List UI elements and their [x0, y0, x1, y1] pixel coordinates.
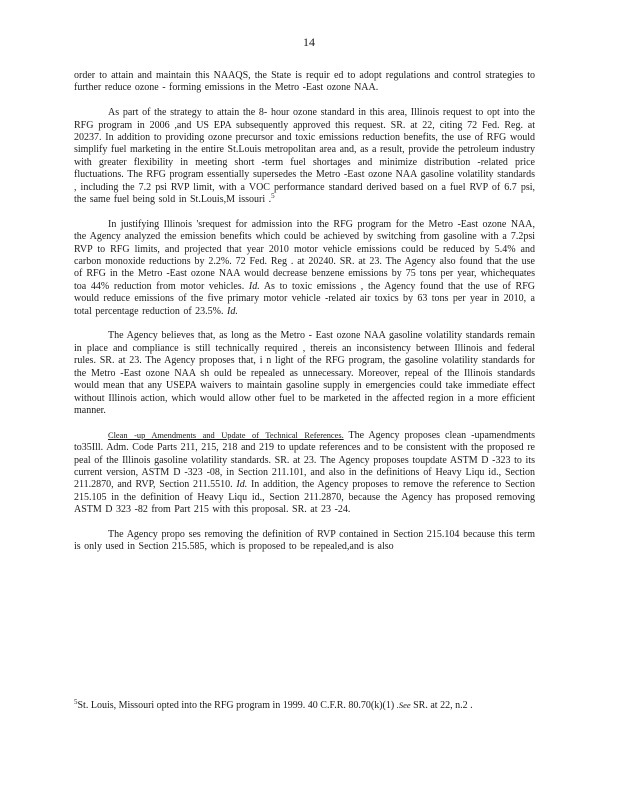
paragraph-text: order to attain and maintain this NAAQS, the State is requir ed to adopt regulations and control strategies to further reduce ozone - forming emissions in the Metro -East ozone NAA.	[74, 70, 535, 94]
paragraph-text: The Agency proposes clean -upamendments to35Ill. Adm. Code Parts 211, 215, 218 and 219 to update references and to be consistent with the proposed re peal of the Illinois gasoline volatility standards. SR. at 23. The Agency proposes toupdate ASTM D -323 to its current version, ASTM D -323 -08, in Section 211.101, and also in the definitions of Heavy Liqu id., Section 211.2870, and RVP, Section 211.5510.	[74, 429, 535, 491]
citation-id: Id.	[236, 479, 248, 491]
footnote-reference: 5	[271, 192, 275, 201]
paragraph-agency-believes	[74, 330, 535, 417]
paragraph-continuation	[74, 70, 535, 95]
page-number: 14	[303, 35, 315, 49]
body-text	[74, 70, 535, 566]
footnote-marker: 5	[74, 698, 78, 706]
paragraph-rvp-definition	[74, 529, 535, 554]
footnote-see-signal: .See	[396, 700, 411, 710]
paragraph-text: As part of the strategy to attain the 8- hour ozone standard in this area, Illinois request to opt into the RFG program in 2006 ,and US EPA subsequently approved this request. SR. at 22, citing 72 Fed. Reg. at 20237. In addition to providing ozone precursor and toxic emissions reduction benefits, the use of RFG would simplify fuel marketing in the entire St.Louis metropolitan area and, as a result, provide the petroleum industry with greater flexibility in meeting short -term fuel shortages and minimize distribution -related price fluctuations. The RFG program essentially supersedes the Metro -East ozone NAA gasoline volatility standards , including the 7.2 psi RVP limit, with a VOC performance standard derived based on a fuel RVP of 6.7 psi, the same fuel being sold in St.Louis,M issouri .	[74, 107, 535, 206]
paragraph-cleanup-amendments	[74, 430, 535, 517]
paragraph-rfg-strategy	[74, 107, 535, 206]
citation-id: Id.	[227, 305, 238, 317]
paragraph-text: In addition, the Agency proposes to remove the reference to Section 215.105 in the definition of Heavy Liqu id., Section 211.2870, because the Agency has proposed removing ASTM D 323 -82 from Part 215 with this proposal. SR. at 23 -24.	[74, 479, 536, 516]
paragraph-text: The Agency propo ses removing the definition of RVP contained in Section 215.104 because this term is only used in Section 215.585, which is proposed to be repealed,and is also	[74, 528, 535, 553]
footnote	[74, 699, 535, 712]
paragraph-text: As to toxic emissions , the Agency found that the use of RFG would reduce emissions of the five primary motor vehicle -related air toxics by 63 tons per year in 2010, a total percentage reduction of 23.5%.	[74, 280, 535, 317]
paragraph-text: In justifying Illinois 'srequest for admission into the RFG program for the Metro -East ozone NAA, the Agency analyzed the emission benefits which could be achieved by switching from gasoline with a 7.2psi RVP to RFG limits, and projected that year 2010 motor vehicle emissions could be reduced by 5.4% and carbon monoxide reductions by 2.2%. 72 Fed. Reg . at 20240. SR. at 23. The Agency also found that the use of RFG in the Metro -East ozone NAA would decrease benzene emissions by 75 tons per year, whichequates toa 44% reduction from motor vehicles.	[74, 218, 535, 292]
paragraph-justification	[74, 219, 535, 318]
citation-id: Id.	[248, 280, 260, 292]
footnote-text-after-see: SR. at 22, n.2 .	[413, 700, 473, 711]
paragraph-text: The Agency believes that, as long as the Metro - East ozone NAA gasoline volatility standards remain in place and compliance is still technically required , thereis an inconsistency between Illinois and federal rules. SR. at 23. The Agency proposes that, i n light of the RFG program, the gasoline volatility standards for the Metro -East ozone NAA sh ould be repealed as unnecessary. Moreover, repeal of the Illinois standards would mean that any USEPA waivers to maintain gasoline supply in emergencies could take immediate effect without Illinois action, which would allow other fuel to be marketed in the affected region in a more efficient manner.	[74, 330, 535, 416]
section-heading: Clean -up Amendments and Update of Technical References.	[108, 430, 344, 440]
footnote-text: St. Louis, Missouri opted into the RFG program in 1999. 40 C.F.R. 80.70(k)(1)	[77, 700, 395, 711]
